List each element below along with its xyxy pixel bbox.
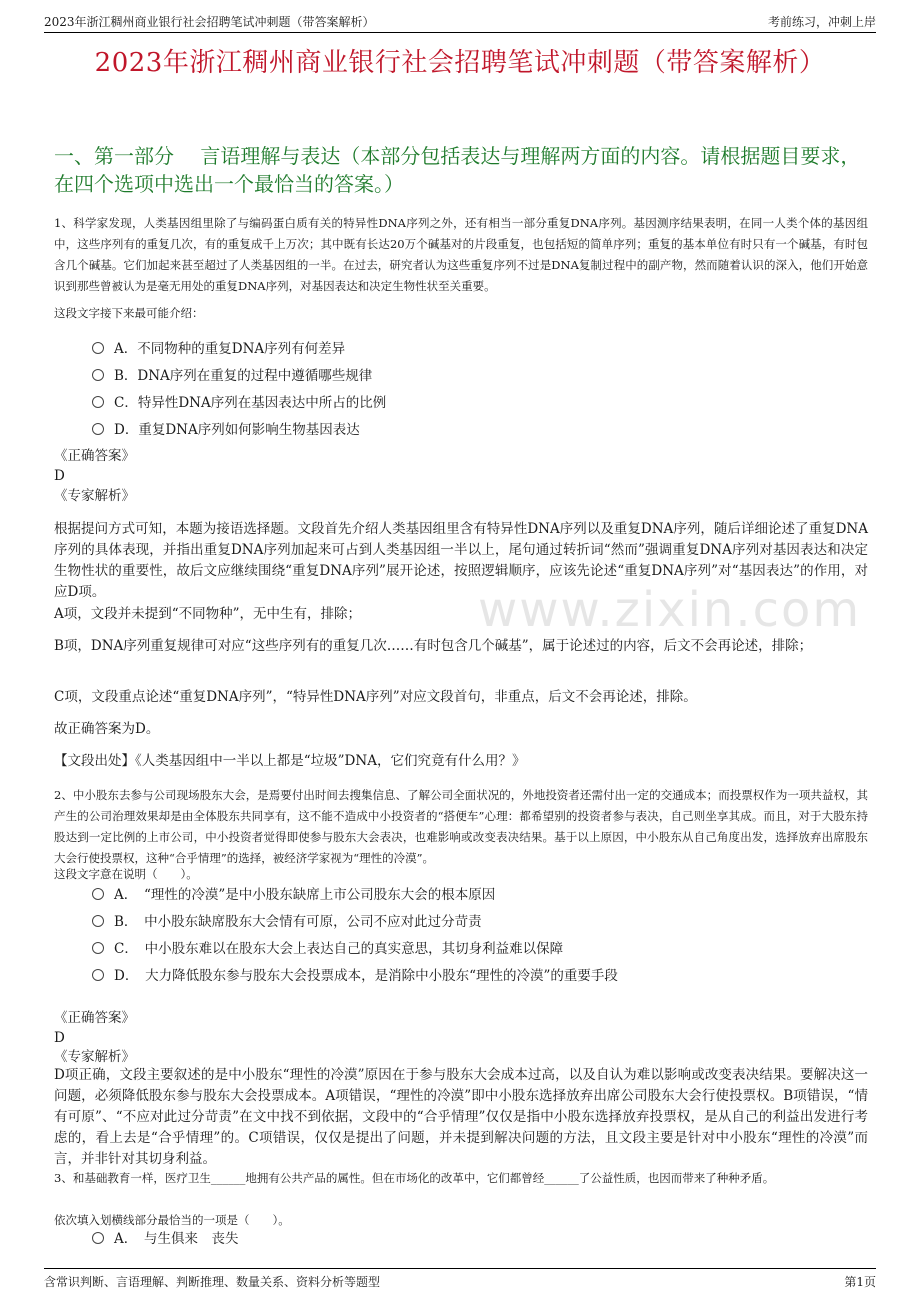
q1-answer-label: 《正确答案》 xyxy=(54,448,135,464)
radio-icon[interactable] xyxy=(92,396,104,408)
q2-analysis: D项正确，文段主要叙述的是中小股东“理性的冷漠”原因在于参与股东大会成本过高，以及自认为难以影响或改变表决结果。要解决这一问题，必须降低股东参与股东大会投票成本。A项错误，“理性的冷漠”即中小股东选择放弃出席公司股东大会行使投票权。B项错误，“情有可原”、“不应对此过分苛责”在文中找不到依据，文段中的“合乎情理”仅仅是指中小股东选择放弃投票权，是从自己的利益出发进行考虑的，看上去是“合乎情理”的。C项错误，仅仅是提出了问题，并未提到解决问题的方法，且文段主要是针对中小股东“理性的冷漠”而言，并非针对其切身利益。 xyxy=(54,1067,868,1167)
q1-analysis-main: 根据提问方式可知，本题为接语选择题。文段首先介绍人类基因组里含有特异性DNA序列以及重复DNA序列，随后详细论述了重复DNA序列的具体表现，并指出重复DNA序列加起来可占到人类基因组一半以上，尾句通过转折词“然而”强调重复DNA序列对基因表达和决定生物性状的重要性，故后文应继续围绕“重复DNA序列”展开论述，按照逻辑顺序，应该先论述“重复DNA序列”对“基因表达”的作用，对应D项。 xyxy=(54,521,868,600)
header-slogan: 考前练习，冲刺上岸 xyxy=(767,15,876,29)
page-header xyxy=(44,10,876,33)
q2-option-c[interactable]: C． 中小股东难以在股东大会上表达自己的真实意思，其切身利益难以保障 xyxy=(92,938,563,960)
q3-option-a[interactable]: A． 与生俱来 丧失 xyxy=(92,1228,239,1250)
radio-icon[interactable] xyxy=(92,888,104,900)
q1-option-b[interactable]: B．DNA序列在重复的过程中遵循哪些规律 xyxy=(92,365,372,387)
q1-prompt: 这段文字接下来最可能介绍： xyxy=(54,306,204,320)
q3-stem: 3、和基础教育一样，医疗卫生______地拥有公共产品的属性。但在市场化的改革中，它们都曾经______了公益性质，也因而带来了种种矛盾。 xyxy=(54,1171,775,1185)
radio-icon[interactable] xyxy=(92,942,104,954)
q1-source: 【文段出处】《人类基因组中一半以上都是“垃圾”DNA，它们究竟有什么用？》 xyxy=(54,753,526,769)
page-footer xyxy=(44,1268,876,1291)
radio-icon[interactable] xyxy=(92,1232,104,1244)
section-heading: 一、第一部分 言语理解与表达（本部分包括表达与理解两方面的内容。请根据题目要求，在四个选项中选出一个最恰当的答案。） xyxy=(54,144,861,196)
q2-option-b[interactable]: B． 中小股东缺席股东大会情有可原，公司不应对此过分苛责 xyxy=(92,911,482,933)
radio-icon[interactable] xyxy=(92,915,104,927)
page-number: 第1页 xyxy=(844,1275,876,1289)
q2-option-d[interactable]: D． 大力降低股东参与股东大会投票成本，是消除中小股东“理性的冷漠”的重要手段 xyxy=(92,965,618,987)
q2-analysis-label: 《专家解析》 xyxy=(54,1049,135,1065)
footer-topics: 含常识判断、言语理解、判断推理、数量关系、资料分析等题型 xyxy=(44,1275,381,1289)
q2-answer: D xyxy=(54,1030,65,1046)
q1-analysis-label: 《专家解析》 xyxy=(54,488,135,504)
q2-answer-label: 《正确答案》 xyxy=(54,1010,135,1026)
q1-option-c[interactable]: C．特异性DNA序列在基因表达中所占的比例 xyxy=(92,392,386,414)
q1-answer: D xyxy=(54,468,65,484)
q1-analysis-c: C项，文段重点论述“重复DNA序列”，“特异性DNA序列”对应文段首句，非重点，后文不会再论述，排除。 xyxy=(54,689,697,705)
q1-analysis-a: A项，文段并未提到“不同物种”，无中生有，排除； xyxy=(54,606,362,622)
q1-option-a[interactable]: A．不同物种的重复DNA序列有何差异 xyxy=(92,338,345,360)
watermark: www.zixin.com xyxy=(478,582,862,638)
q2-prompt: 这段文字意在说明（ ）。 xyxy=(54,867,198,881)
q2-stem: 2、中小股东去参与公司现场股东大会，是焉要付出时间去搜集信息、了解公司全面状况的，外地投资者还需付出一定的交通成本；而投票权作为一项共益权，其产生的公司治理效果却是由全体股东共同享有，这不能不造成中小投资者的“搭便车”心理：都希望别的投资者参与表决，自己则坐享其成。而且，对于大股东持股达到一定比例的上市公司，中小投资者觉得即使参与股东大会表决，也难影响或改变表决结果。基于以上原因，中小股东从自己角度出发，选择放弃出席股东大会行使投票权，这种“合乎情理”的选择，被经济学家视为“理性的冷漠”。 xyxy=(54,788,868,865)
radio-icon[interactable] xyxy=(92,342,104,354)
q1-conclusion: 故正确答案为D。 xyxy=(54,721,160,737)
radio-icon[interactable] xyxy=(92,969,104,981)
q1-analysis-b: B项，DNA序列重复规律可对应“这些序列有的重复几次……有时包含几个碱基”，属于论述过的内容，后文不会再论述，排除； xyxy=(54,638,813,654)
q1-option-d[interactable]: D．重复DNA序列如何影响生物基因表达 xyxy=(92,419,360,441)
q3-prompt: 依次填入划横线部分最恰当的一项是（ ）。 xyxy=(54,1213,290,1227)
header-doc-title: 2023年浙江稠州商业银行社会招聘笔试冲刺题（带答案解析） xyxy=(44,15,375,29)
document-title: 2023年浙江稠州商业银行社会招聘笔试冲刺题（带答案解析） xyxy=(94,48,826,78)
radio-icon[interactable] xyxy=(92,369,104,381)
q2-option-a[interactable]: A． “理性的冷漠”是中小股东缺席上市公司股东大会的根本原因 xyxy=(92,884,495,906)
radio-icon[interactable] xyxy=(92,423,104,435)
q1-stem: 1、科学家发现，人类基因组里除了与编码蛋白质有关的特异性DNA序列之外，还有相当一部分重复DNA序列。基因测序结果表明，在同一人类个体的基因组中，这些序列有的重复几次，有的重复成千上万次；其中既有长达20万个碱基对的片段重复，也包括短的简单序列；重复的基本单位有时只有一个碱基，有时包含几个碱基。它们加起来甚至超过了人类基因组的一半。在过去，研究者认为这些重复序列不过是DNA复制过程中的副产物，然而随着认识的深入，他们开始意识到那些曾被认为是毫无用处的重复DNA序列，对基因表达和决定生物性状至关重要。 xyxy=(54,216,868,293)
